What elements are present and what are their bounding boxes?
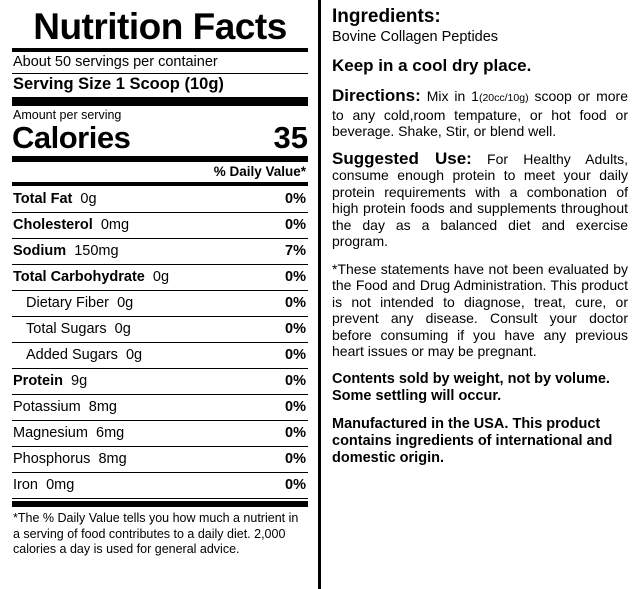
nutrient-row-divider [12, 290, 308, 291]
nutrient-label: Dietary Fiber [26, 295, 109, 311]
nutrient-row-divider [12, 446, 308, 447]
nutrient-name [13, 217, 129, 234]
nutrient-amount: 6mg [96, 425, 125, 441]
nutrient-label: Sodium [13, 243, 67, 259]
nutrient-row-divider [12, 264, 308, 265]
nutrient-daily-value: 0% [285, 321, 306, 337]
nutrient-daily-value: 0% [285, 347, 306, 363]
nutrient-daily-value: 0% [285, 425, 306, 441]
nutrient-name [13, 373, 87, 390]
nutrient-rows [12, 188, 308, 499]
nutrient-name [26, 295, 133, 312]
nutrient-row [12, 370, 308, 393]
nutrient-daily-value: 7% [285, 243, 306, 259]
divider-under-calories [12, 156, 308, 162]
nutrient-amount: 0g [152, 269, 170, 285]
nutrient-name [13, 451, 127, 468]
nutrient-name [13, 425, 124, 442]
nutrient-row [12, 266, 308, 289]
nutrient-amount: 150mg [74, 243, 119, 259]
calories-label: Calories [12, 120, 131, 155]
nutrient-amount: 0g [125, 347, 143, 363]
directions-label: Directions: [332, 86, 421, 105]
nutrition-facts-box [12, 8, 308, 558]
nutrient-amount: 0g [114, 321, 131, 337]
nutrient-label: Potassium [13, 399, 81, 415]
nutrient-label: Total Carbohydrate [13, 269, 145, 285]
nutrient-row [12, 474, 308, 497]
nutrient-label: Total Sugars [26, 321, 107, 337]
directions-dose-note: (20cc/10g) [478, 92, 529, 104]
nutrient-row-divider [12, 368, 308, 369]
nutrient-row [12, 396, 308, 419]
daily-value-footnote: *The % Daily Value tells you how much a nutrient in a serving of food contributes to a daily diet. 2,000 calories a day is used for general advice. [13, 511, 299, 556]
nutrient-amount: 8mg [88, 399, 117, 415]
nutrient-row-divider [12, 498, 308, 499]
suggested-use-label: Suggested Use: [332, 148, 472, 168]
nutrient-name [13, 243, 119, 260]
directions-text-1: Mix in 1 [420, 88, 479, 104]
nutrient-label: Iron [13, 477, 38, 493]
nutrient-daily-value: 0% [285, 373, 306, 389]
nutrient-amount: 0g [80, 191, 97, 207]
nutrient-daily-value: 0% [285, 269, 306, 285]
nutrition-facts-title: Nutrition Facts [33, 6, 287, 47]
directions-text-2: scoop or more to any cold,room tempature, or hot food or beverage. Shake, Stir, or blend well. [332, 88, 628, 139]
nutrient-name [13, 477, 74, 494]
storage-note: Keep in a cool dry place. [332, 56, 532, 75]
nutrient-daily-value: 0% [285, 399, 306, 415]
nutrition-facts-panel [0, 0, 318, 589]
nutrient-name [13, 399, 117, 416]
servings-per-container: About 50 servings per container [13, 54, 218, 70]
contents-note: Contents sold by weight, not by volume. Some settling will occur. [332, 370, 610, 404]
nutrient-row [12, 240, 308, 263]
nutrient-name [26, 321, 131, 338]
ingredients-heading: Ingredients: [332, 6, 441, 27]
nutrient-row-divider [12, 212, 308, 213]
ingredients-body: Bovine Collagen Peptides [332, 29, 499, 45]
nutrient-daily-value: 0% [285, 477, 306, 493]
fda-disclaimer: *These statements have not been evaluated by the Food and Drug Administration. This product is not intended to diagnose, treat, cure, or prevent any disease. Consult your doctor before consuming if you have any previous heart issues or may be pregnant. [332, 260, 628, 359]
nutrient-row [12, 292, 308, 315]
nutrient-daily-value: 0% [285, 217, 306, 233]
nutrient-label: Phosphorus [13, 451, 91, 467]
calories-row [12, 121, 308, 154]
serving-size: Serving Size 1 Scoop (10g) [13, 75, 224, 93]
nutrient-amount: 9g [71, 373, 88, 389]
nutrient-row-divider [12, 472, 308, 473]
nutrient-label: Cholesterol [13, 217, 93, 233]
daily-value-header: % Daily Value* [213, 164, 306, 179]
divider-above-footnote [12, 501, 308, 507]
nutrient-row-divider [12, 316, 308, 317]
nutrient-name [26, 347, 142, 364]
nutrient-amount: 0mg [46, 477, 75, 493]
nutrient-row [12, 448, 308, 471]
nutrient-row-divider [12, 420, 308, 421]
nutrient-row-divider [12, 342, 308, 343]
nutrient-daily-value: 0% [285, 451, 306, 467]
nutrient-row [12, 188, 308, 211]
nutrient-label: Total Fat [13, 191, 73, 207]
divider-under-dv-header [12, 182, 308, 186]
nutrient-row-divider [12, 394, 308, 395]
nutrient-amount: 0mg [100, 217, 130, 233]
divider-under-servings [12, 73, 308, 74]
nutrient-daily-value: 0% [285, 191, 306, 207]
nutrient-name [13, 269, 169, 286]
nutrient-row [12, 318, 308, 341]
nutrient-label: Protein [13, 373, 63, 389]
panel-divider [318, 0, 321, 589]
info-panel [318, 0, 638, 589]
nutrient-amount: 0g [117, 295, 134, 311]
nutrient-row [12, 214, 308, 237]
calories-value: 35 [273, 120, 308, 155]
nutrient-row-divider [12, 238, 308, 239]
manufactured-note: Manufactured in the USA. This product contains ingredients of international and domestic origin. [332, 415, 613, 466]
directions-paragraph [332, 88, 628, 140]
suggested-use-paragraph [332, 148, 628, 250]
divider-under-serving-size [12, 97, 308, 106]
nutrient-name [13, 191, 97, 208]
suggested-use-text: For Healthy Adults, consume enough protein to meet your daily protein requirements with a combonation of high protein foods and supplements throughout the day as a balanced diet and exercise program. [332, 150, 628, 249]
nutrient-row [12, 344, 308, 367]
nutrient-daily-value: 0% [285, 295, 306, 311]
amount-per-serving-label: Amount per serving [13, 108, 122, 122]
nutrient-row [12, 422, 308, 445]
divider-under-title [12, 48, 308, 52]
nutrient-label: Magnesium [13, 425, 88, 441]
nutrient-label: Added Sugars [26, 347, 118, 363]
nutrient-amount: 8mg [98, 451, 127, 467]
